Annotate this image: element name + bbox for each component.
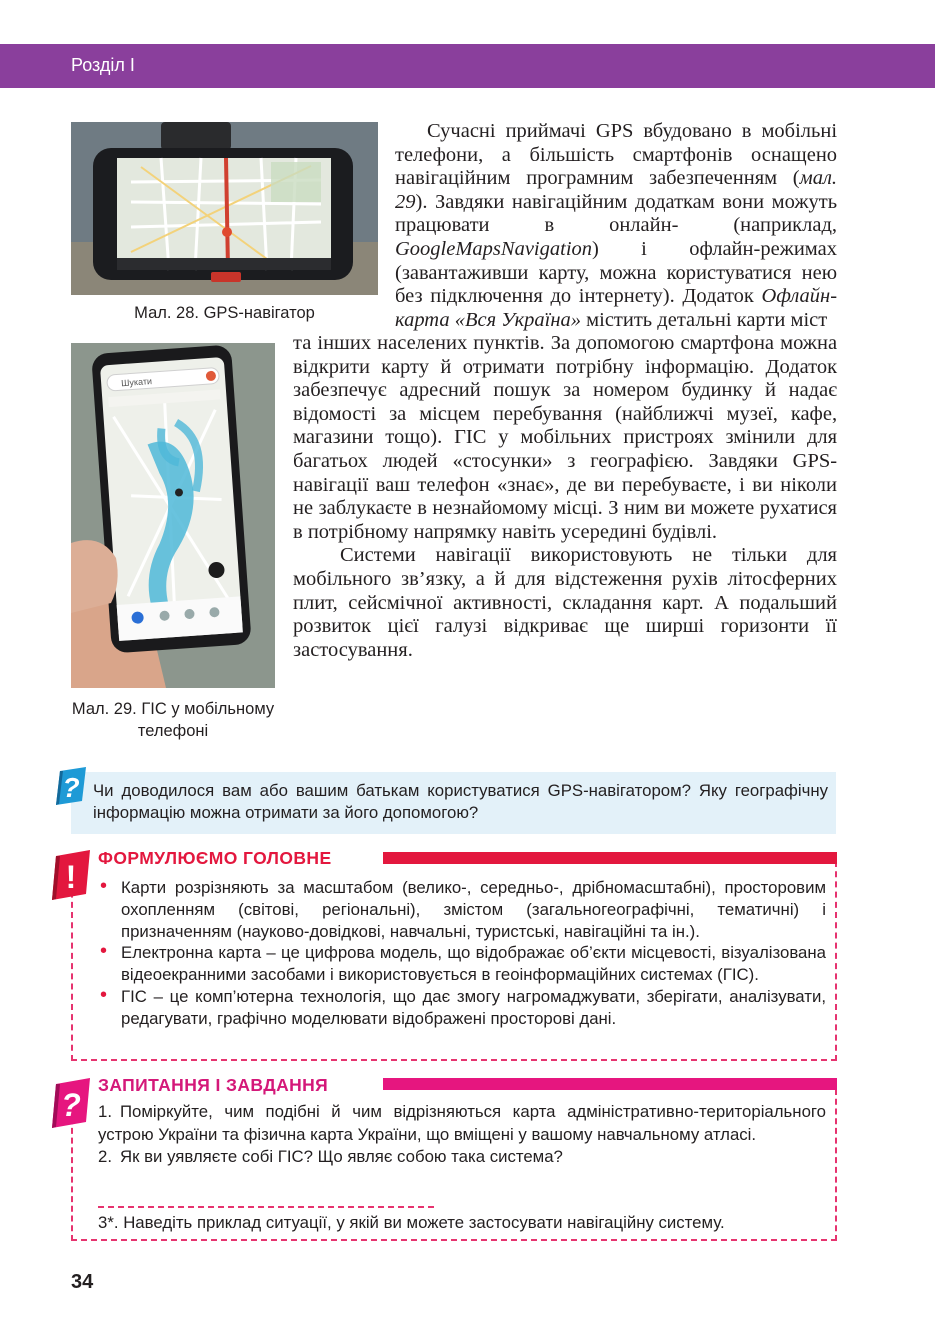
- main-text-column: Сучасні приймачі GPS вбудовано в мобільні телефони, а більшість смартфонів оснащено навігаційним програмним забезпеченням (мал. 29). Завдяки навігаційним додаткам вони можуть працювати в онлайн- (наприклад, GoogleMapsNavigation) і офлайн-режимах (завантаживши карту, можна користуватися нею без підключення до інтернету). Додаток Офлайн-карта «Вся Україна» містить детальні карти міст: [395, 120, 838, 331]
- figure-29-caption: Мал. 29. ГІС у мобільному телефоні: [71, 700, 275, 740]
- tasks-title-bar: [383, 1078, 837, 1090]
- summary-item: • ГІС – це комп’ютерна технологія, що дає змогу нагромаджувати, зберігати, аналізувати, редагувати, графічно моделювати відображені просторові дані.: [98, 986, 826, 1030]
- mobile-gis-photo: [71, 343, 275, 688]
- task-number: 1.: [98, 1102, 112, 1121]
- svg-text:!: !: [65, 859, 77, 895]
- question-badge-icon: [48, 1078, 92, 1128]
- question-text: Чи доводилося вам або вашим батькам користуватися GPS-навігатором? Яку географічну інформацію можна отримати за його допомогою?: [93, 781, 828, 822]
- task-number: 2.: [98, 1147, 112, 1166]
- main-text-wide-column: [293, 332, 837, 662]
- paragraph-1-continued: та інших населених пунктів. За допомогою смартфона можна відкрити карту й отримати потрібну інформацію. Додаток забезпечує адресний пошук за номером будинку й надає відомості за місцем перебування (найближчі музеї, кафе, магазини тощо). ГІС у мобільних пристроях змінили для багатьох людей «стосунки» з географією. Завдяки GPS-навігації ваш телефон «знає», де ви перебуваєте, і ви ніколи не заблукаєте в незнайомому місці. З ним ви можете рухатися в потрібному напрямку навіть усередині будівлі.: [293, 332, 838, 543]
- section-header-bar: [0, 44, 935, 88]
- task-divider: [98, 1206, 434, 1208]
- svg-text:?: ?: [61, 1087, 81, 1123]
- task-item: [98, 1146, 826, 1169]
- page-number: 34: [71, 1271, 94, 1293]
- tasks-list: [98, 1101, 826, 1169]
- task-item: [98, 1101, 826, 1146]
- svg-text:?: ?: [62, 772, 80, 803]
- summary-title-bar: [383, 852, 837, 864]
- task-text: Поміркуйте, чим подібні й чим відрізняються карта адміністративно-територіального устрою України та фізична карта України, що вміщені у вашому навчальному атласі.: [98, 1102, 826, 1144]
- figure-28-caption: Мал. 28. GPS-навігатор: [134, 304, 315, 322]
- gps-navigator-photo: [71, 122, 378, 295]
- exclamation-icon: [48, 850, 92, 900]
- tasks-title: ЗАПИТАННЯ І ЗАВДАННЯ: [98, 1075, 334, 1096]
- question-box: [71, 772, 836, 834]
- section-label: Розділ І: [71, 55, 135, 75]
- task-item-advanced: 3*. Наведіть приклад ситуації, у якій ви можете застосувати навігаційну систему.: [98, 1213, 725, 1232]
- summary-item: • Електронна карта – це цифрова модель, що відображає об’єкти місцевості, візуалізована відеоекранними засобами і використовується в геоінформаційних системах (ГІС).: [98, 942, 826, 986]
- phone-search-text: Шукати: [120, 376, 153, 389]
- summary-title: ФОРМУЛЮЄМО ГОЛОВНЕ: [98, 848, 338, 869]
- summary-list: [98, 877, 826, 1030]
- paragraph-2: Системи навігації використовують не тільки для мобільного зв’язку, а й для відстеження рухів літосферних плит, сейсмічної активності, складання карт. А подальший розвиток цієї галузі відкриває ще ширші горизонти її застосування.: [293, 544, 837, 661]
- task-text: Як ви уявляєте собі ГІС? Що являє собою така система?: [120, 1147, 563, 1166]
- question-mark-icon: [54, 767, 88, 807]
- summary-item: • Карти розрізняють за масштабом (велико-, середньо-, дрібномасштабні), просторовим охопленням (світові, регіональні), змістом (загальногеографічні, тематичні) і призначенням (науково-довідкові, навчальні, туристські, навігаційні та ін.).: [98, 877, 826, 942]
